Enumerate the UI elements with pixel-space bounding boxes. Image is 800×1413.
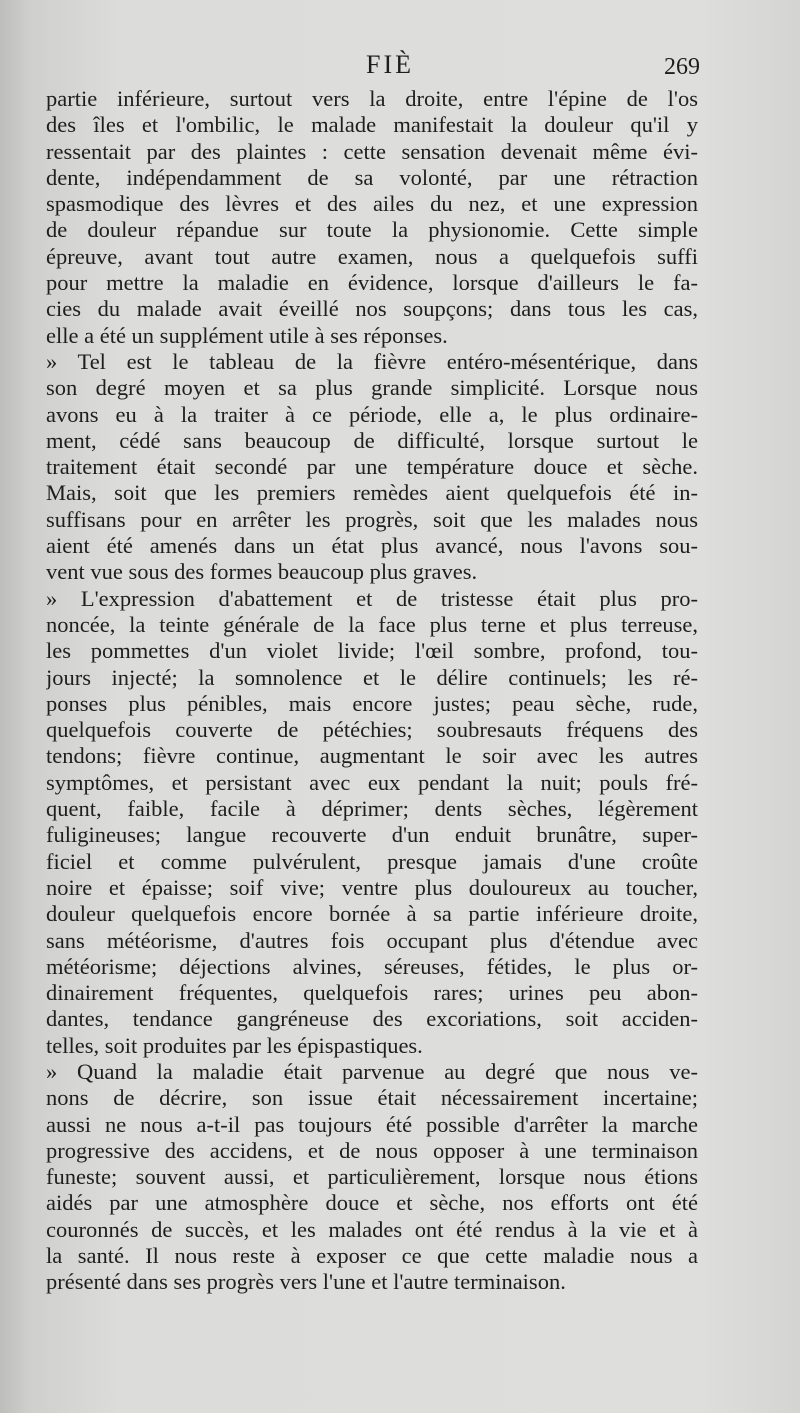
text-line: suffisans pour en arrêter les progrès, soit que les malades nous bbox=[46, 506, 698, 532]
body-text bbox=[46, 86, 698, 1296]
text-line: ressentait par des plaintes : cette sensation devenait même évi- bbox=[46, 138, 698, 164]
text-line: aidés par une atmosphère douce et sèche, nos efforts ont été bbox=[46, 1190, 698, 1216]
text-line: ponses plus pénibles, mais encore justes; peau sèche, rude, bbox=[46, 690, 698, 716]
text-line: telles, soit produites par les épispastiques. bbox=[46, 1032, 423, 1058]
text-line: dente, indépendamment de sa volonté, par une rétraction bbox=[46, 164, 698, 190]
page-number: 269 bbox=[664, 54, 700, 80]
text-line: symptômes, et persistant avec eux pendant la nuit; pouls fré- bbox=[46, 769, 698, 795]
text-line: traitement était secondé par une température douce et sèche. bbox=[46, 454, 698, 480]
text-line: tendons; fièvre continue, augmentant le soir avec les autres bbox=[46, 743, 698, 769]
text-line: son degré moyen et sa plus grande simplicité. Lorsque nous bbox=[46, 375, 698, 401]
running-head bbox=[40, 50, 700, 86]
text-line: pour mettre la maladie en évidence, lorsque d'ailleurs le fa- bbox=[46, 270, 698, 296]
running-head-title: FIÈ bbox=[366, 50, 414, 79]
text-line: présenté dans ses progrès vers l'une et l'autre terminaison. bbox=[46, 1269, 566, 1295]
text-line: de douleur répandue sur toute la physionomie. Cette simple bbox=[46, 217, 698, 243]
text-line: quent, faible, facile à déprimer; dents sèches, légèrement bbox=[46, 796, 698, 822]
text-line: dantes, tendance gangréneuse des excoriations, soit acciden- bbox=[46, 1006, 698, 1032]
text-line: aient été amenés dans un état plus avancé, nous l'avons sou- bbox=[46, 533, 698, 559]
text-line: dinairement fréquentes, quelquefois rares; urines peu abon- bbox=[46, 980, 698, 1006]
text-line: Mais, soit que les premiers remèdes aient quelquefois été in- bbox=[46, 480, 698, 506]
text-line: vent vue sous des formes beaucoup plus graves. bbox=[46, 559, 478, 585]
text-line: épreuve, avant tout autre examen, nous a quelquefois suffi bbox=[46, 243, 698, 269]
text-line: fuligineuses; langue recouverte d'un enduit brunâtre, super- bbox=[46, 822, 698, 848]
text-line: la santé. Il nous reste à exposer ce que cette maladie nous a bbox=[46, 1243, 698, 1269]
text-line: » Quand la maladie était parvenue au degré que nous ve- bbox=[46, 1058, 698, 1084]
text-line: avons eu à la traiter à ce période, elle a, le plus ordinaire- bbox=[46, 401, 698, 427]
text-line: ment, cédé sans beaucoup de difficulté, lorsque surtout le bbox=[46, 427, 698, 453]
text-line: elle a été un supplément utile à ses réponses. bbox=[46, 322, 448, 348]
text-line: noncée, la teinte générale de la face plus terne et plus terreuse, bbox=[46, 611, 698, 637]
text-line: progressive des accidens, et de nous opposer à une terminaison bbox=[46, 1137, 698, 1163]
text-line: ficiel et comme pulvérulent, presque jamais d'une croûte bbox=[46, 848, 698, 874]
text-line: » Tel est le tableau de la fièvre entéro-mésentérique, dans bbox=[46, 348, 698, 374]
text-line: nons de décrire, son issue était nécessairement incertaine; bbox=[46, 1085, 698, 1111]
text-line: douleur quelquefois encore bornée à sa partie inférieure droite, bbox=[46, 901, 698, 927]
text-line: quelquefois couverte de pétéchies; soubresauts fréquens des bbox=[46, 717, 698, 743]
text-line: noire et épaisse; soif vive; ventre plus douloureux au toucher, bbox=[46, 874, 698, 900]
text-line: des îles et l'ombilic, le malade manifestait la douleur qu'il y bbox=[46, 112, 698, 138]
text-line: funeste; souvent aussi, et particulièrement, lorsque nous étions bbox=[46, 1164, 698, 1190]
text-line: sans météorisme, d'autres fois occupant plus d'étendue avec bbox=[46, 927, 698, 953]
text-line: aussi ne nous a-t-il pas toujours été possible d'arrêter la marche bbox=[46, 1111, 698, 1137]
text-line: cies du malade avait éveillé nos soupçons; dans tous les cas, bbox=[46, 296, 698, 322]
text-line: jours injecté; la somnolence et le délire continuels; les ré- bbox=[46, 664, 698, 690]
text-line: » L'expression d'abattement et de tristesse était plus pro- bbox=[46, 585, 698, 611]
text-line: les pommettes d'un violet livide; l'œil sombre, profond, tou- bbox=[46, 638, 698, 664]
text-line: couronnés de succès, et les malades ont été rendus à la vie et à bbox=[46, 1216, 698, 1242]
text-line: spasmodique des lèvres et des ailes du nez, et une expression bbox=[46, 191, 698, 217]
text-line: météorisme; déjections alvines, séreuses, fétides, le plus or- bbox=[46, 953, 698, 979]
text-line: partie inférieure, surtout vers la droite, entre l'épine de l'os bbox=[46, 86, 698, 111]
